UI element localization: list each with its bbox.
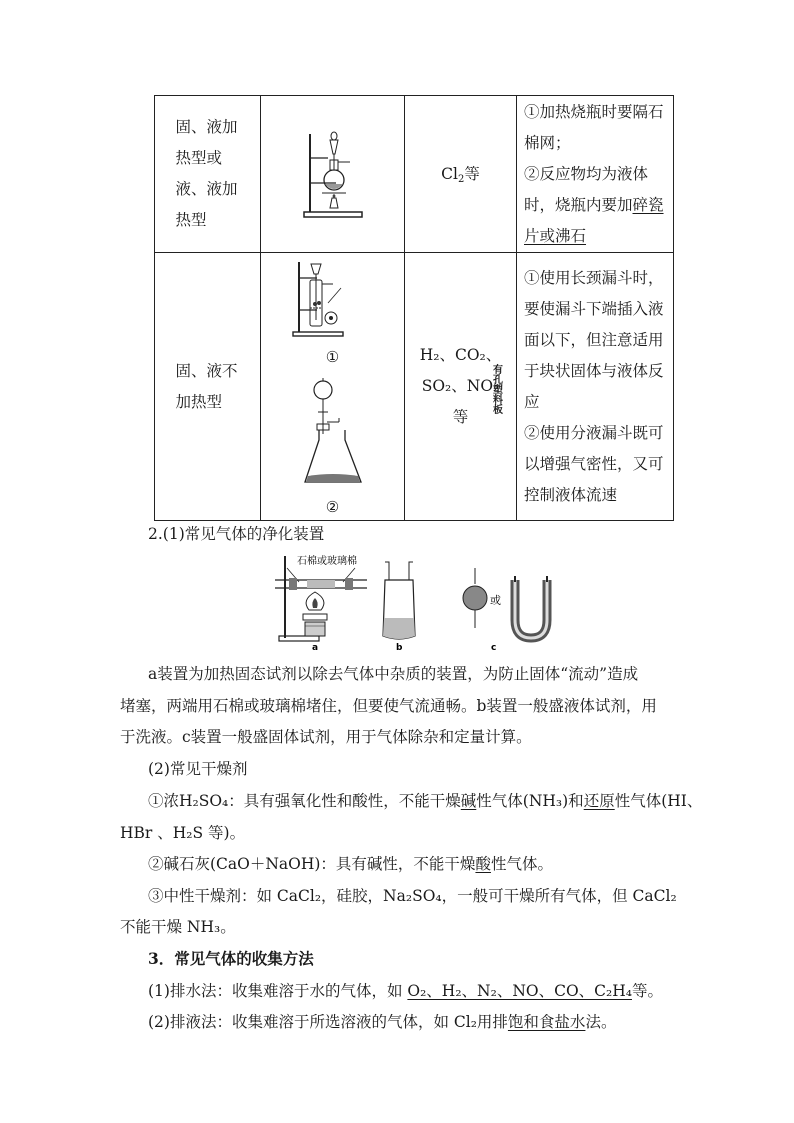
desiccant-item-3: ③中性干燥剂：如 CaCl₂，硅胶，Na₂SO₄，一般可干燥所有气体，但 CaCl₂ (148, 887, 677, 905)
desiccant-text: 性气体(HI、 (614, 792, 703, 810)
figure-label: b (396, 643, 403, 650)
desiccant-text: ①浓H₂SO₄：具有强氧化性和酸性，不能干燥 (148, 792, 461, 810)
gas-formula-suffix: 等 (464, 164, 480, 183)
figure-label: c (491, 643, 497, 650)
porous-plate-apparatus-figure (287, 258, 379, 340)
heated-flask-apparatus-figure (298, 128, 368, 220)
purification-paragraph-line-2: 堵塞，两端用石棉或玻璃棉堵住，但要使气流通畅。b装置一般盛液体试剂，用 (120, 697, 657, 715)
figure-label: a (312, 643, 319, 650)
collection-heading: 3．常见气体的收集方法 (148, 949, 314, 968)
table-row (155, 96, 674, 253)
collection-item-2 (148, 1010, 708, 1032)
gas-list-line: SO₂、NO₂ (421, 377, 500, 395)
note-key-text: 碎瓷片或沸石 (524, 195, 664, 245)
collection-key-text: 饱和食盐水 (507, 1013, 586, 1031)
gas-formula: Cl (441, 164, 458, 183)
gas-list-line: H₂、CO₂、 (419, 346, 502, 364)
collection-item-1 (148, 979, 708, 1001)
purification-apparatus-figure (265, 550, 565, 650)
desiccant-key-text: 酸 (475, 855, 491, 873)
desiccant-item-1-continued: HBr 、H₂S 等)。 (120, 824, 246, 842)
reaction-type-cell (155, 253, 261, 521)
apparatus-2-label: ② (325, 497, 340, 516)
collection-text: (2)排液法：收集难溶于所选溶液的气体，如 Cl₂用排 (148, 1013, 508, 1031)
desiccant-key-text: 还原 (583, 792, 615, 810)
notes-cell (517, 253, 674, 521)
asbestos-label: 石棉或玻璃棉 (297, 556, 357, 567)
collection-text: 等。 (631, 982, 663, 1000)
reaction-type-cell (155, 96, 261, 253)
desiccant-text: 性气体。 (490, 855, 553, 873)
collection-text: (1)排水法：收集难溶于水的气体，如 (148, 982, 408, 1000)
apparatus-1-label: ① (325, 347, 340, 366)
purification-heading: 2.(1)常见气体的净化装置 (148, 525, 325, 543)
note-item (524, 97, 669, 159)
collection-key-text: O₂、H₂、N₂、NO、CO、C₂H₄ (407, 982, 632, 1000)
note-item: ②使用分液漏斗既可以增强气密性，又可控制液体流速 (524, 423, 664, 504)
purification-paragraph-line-1: a装置为加热固态试剂以除去气体中杂质的装置，为防止固体“流动”造成 (148, 665, 639, 683)
desiccants-heading: (2)常见干燥剂 (148, 760, 248, 778)
desiccant-item-3-continued: 不能干燥 NH₃。 (120, 918, 236, 936)
reaction-type-text: 固、液不加热型 (175, 361, 238, 411)
purification-paragraph-line-3: 于洗液。c装置一般盛固体试剂，用于气体除杂和定量计算。 (120, 728, 532, 746)
apparatus-cell (261, 96, 405, 253)
note-item: ①使用长颈漏斗时，要使漏斗下端插入液面以下，但注意适用于块状固体与液体反应 (524, 268, 664, 411)
conical-flask-apparatus-figure (303, 378, 363, 490)
gas-generation-table (154, 95, 674, 521)
table-row (155, 253, 674, 521)
gas-formula-subscript: 2 (457, 173, 465, 185)
desiccant-item-2 (148, 852, 708, 874)
gases-cell (405, 96, 517, 253)
reaction-type-text: 固、液加热型或液、液加热型 (175, 118, 238, 229)
desiccant-text: ②碱石灰(CaO＋NaOH)：具有碱性，不能干燥 (148, 855, 476, 873)
desiccant-text: 性气体(NH₃)和 (476, 792, 584, 810)
collection-text: 法。 (585, 1013, 617, 1031)
note-text: ①加热烧瓶时要隔石棉网； (524, 102, 664, 152)
desiccant-item-1 (148, 789, 708, 811)
notes-cell (517, 96, 674, 253)
desiccant-key-text: 碱 (460, 792, 477, 810)
porous-plate-label: 有孔塑料板 (490, 363, 502, 414)
note-text: ②反应物均为液体时，烧瓶内要加 (524, 164, 649, 214)
gas-list-line: 等 (452, 408, 469, 426)
or-label: 或 (490, 594, 501, 607)
note-item (524, 159, 669, 252)
